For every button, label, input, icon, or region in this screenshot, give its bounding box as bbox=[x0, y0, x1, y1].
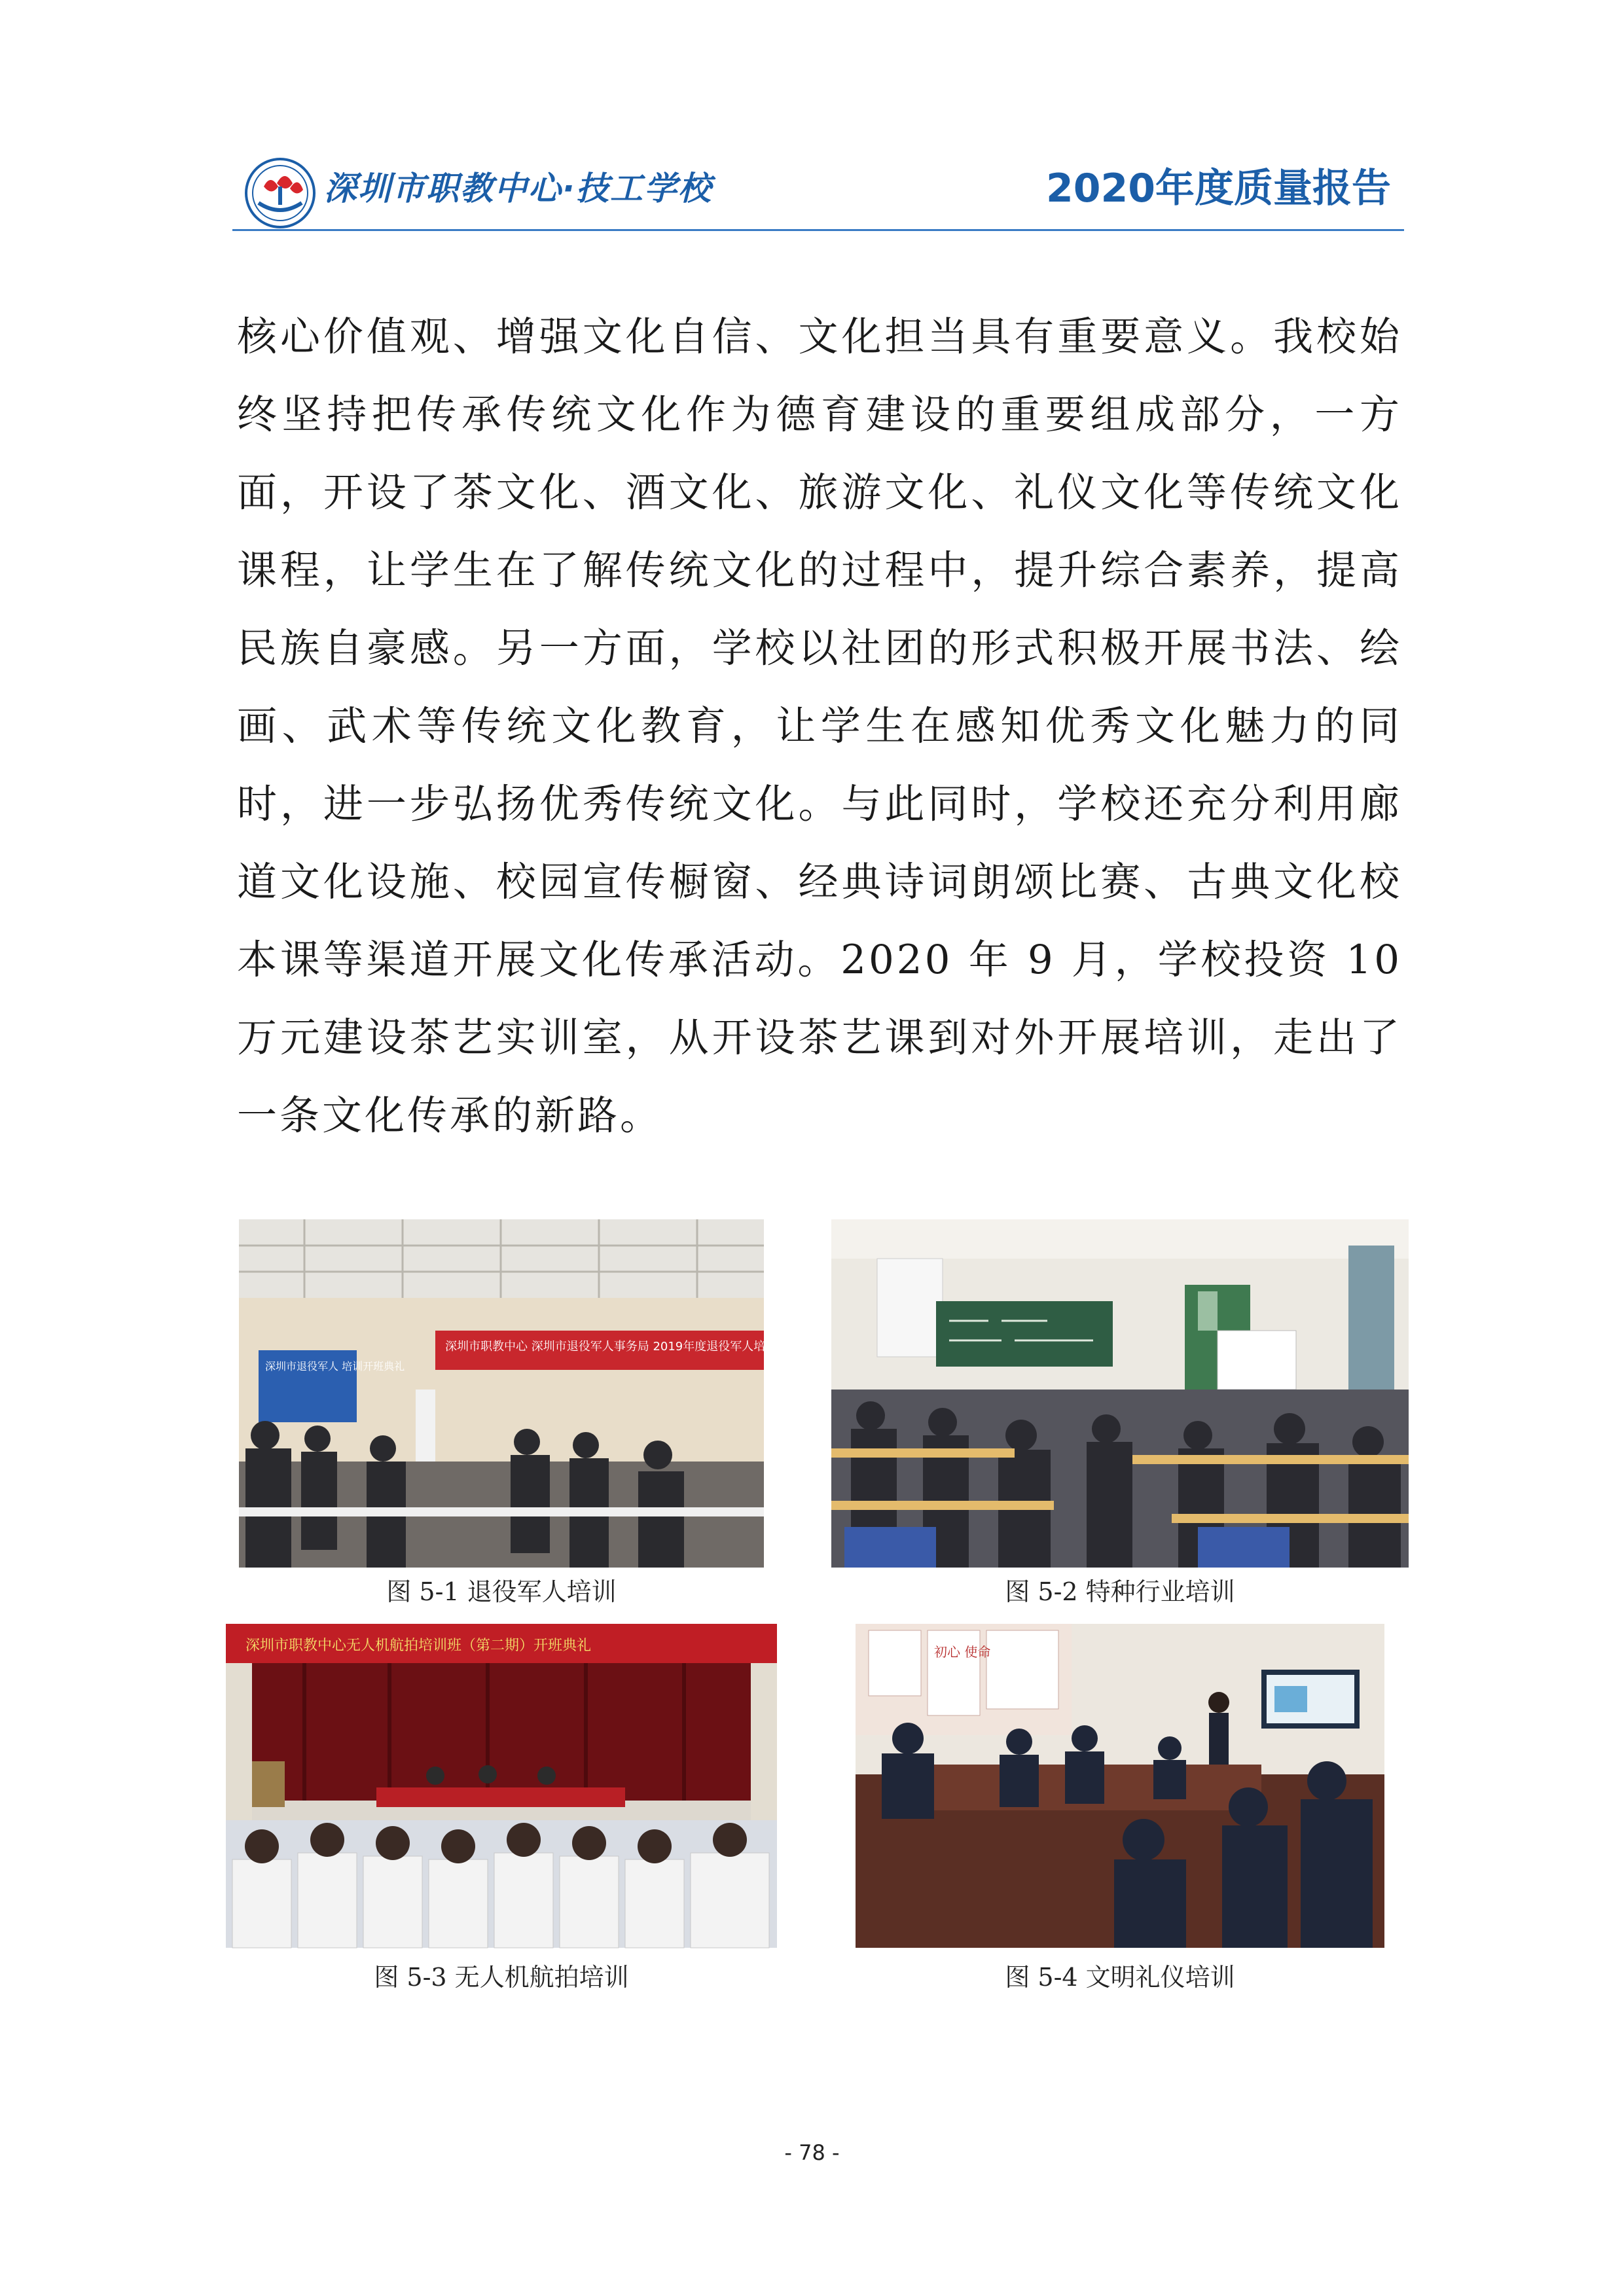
header-divider bbox=[232, 229, 1404, 231]
banner-text-5-3: 深圳市职教中心无人机航拍培训班（第二期）开班典礼 bbox=[245, 1638, 592, 1654]
school-name: 深圳市职教中心·技工学校 bbox=[324, 170, 712, 207]
photo-special-industry-training bbox=[831, 1219, 1409, 1568]
banner-text-5-1: 深圳市职教中心 深圳市退役军人事务局 2019年度退役军人培训开班典礼 bbox=[445, 1340, 825, 1354]
screen-text-5-1: 深圳市退役军人 培训开班典礼 bbox=[265, 1360, 405, 1372]
page-header bbox=[232, 149, 1404, 231]
figure-caption: 图 5-3 无人机航拍培训 bbox=[374, 1963, 629, 1992]
wall-text-5-4: 初心 使命 bbox=[934, 1644, 991, 1660]
photo-etiquette-training bbox=[856, 1624, 1384, 1948]
photo-drone-training bbox=[226, 1624, 777, 1948]
body-paragraph: 核心价值观、增强文化自信、文化担当具有重要意义。我校始终坚持把传承传统文化作为德育建设的重要组成部分，一方面，开设了茶文化、酒文化、旅游文化、礼仪文化等传统文化课程，让学生在了解传统文化的过程中，提升综合素养，提高民族自豪感。另一方面，学校以社团的形式积极开展书法、绘画、武术等传统文化教育，让学生在感知优秀文化魅力的同时，进一步弘扬优秀传统文化。与此同时，学校还充分利用廊道文化设施、校园宣传橱窗、经典诗词朗颂比赛、古典文化校本课等渠道开展文化传承活动。2020 年 9 月，学校投资 10 万元建设茶艺实训室，从开设茶艺课到对外开展培训，走出了一条文化传承的新路。 bbox=[237, 314, 1402, 1139]
figure-caption: 图 5-4 文明礼仪培训 bbox=[1005, 1963, 1235, 1992]
figure-caption: 图 5-2 特种行业培训 bbox=[1005, 1577, 1235, 1606]
school-emblem-icon bbox=[244, 157, 316, 229]
figure-caption: 图 5-1 退役军人培训 bbox=[386, 1577, 617, 1606]
report-title: 2020年度质量报告 bbox=[1046, 166, 1391, 211]
photo-veteran-training bbox=[239, 1219, 825, 1568]
page-number: - 78 - bbox=[784, 2140, 840, 2165]
